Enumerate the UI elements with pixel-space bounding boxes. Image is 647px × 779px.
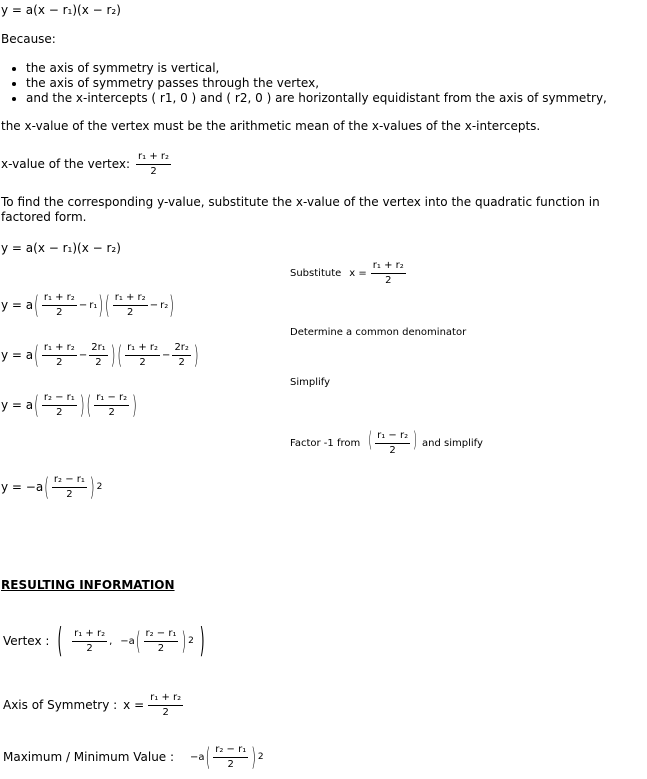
fraction: $\frac{\text{r₁ + r₂}}{2}$ [43, 342, 75, 368]
axis-of-symmetry-result: Axis of Symmetry : x = $\frac{\text{r₁ + r₂}}{2}$ [3, 692, 182, 718]
vertex-x-value [1, 151, 173, 177]
axis-label: Axis of Symmetry : [3, 698, 118, 712]
section-heading: RESULTING INFORMATION [1, 578, 175, 592]
fraction: $\frac{\text{r₁ + r₂}}{2}$ [127, 342, 159, 368]
final-equation: y = −a ( $\frac{\text{r₂ − r₁}}{2}$ ) 2 [1, 472, 103, 502]
substitution-equation: y = a ( $\frac{\text{r₁ + r₂}}{2}$ − r₁ ) ( $\frac{\text{r₁ + r₂}}{2}$ − r₂ ) [1, 290, 174, 320]
simplified-equation: y = a ( $\frac{\text{r₂ − r₁}}{2}$ ) ( $\frac{\text{r₁ − r₂}}{2}$ ) [1, 390, 137, 420]
fraction: $\frac{\text{r₁ + r₂}}{2}$ [43, 292, 75, 318]
step-common-denominator: Determine a common denominator [290, 327, 467, 338]
fraction: $\frac{\text{r₁ − r₂}}{2}$ [377, 430, 409, 456]
fraction: $\frac{\text{r₂ − r₁}}{2}$ [43, 392, 75, 418]
fraction: $\frac{\text{r₁ + r₂}}{2}$ [150, 692, 182, 718]
fraction: $\frac{\text{r₂ − r₁}}{2}$ [215, 744, 247, 770]
fraction: $\frac{\text{2r₁}}{2}$ [91, 342, 106, 368]
reason-item: • the axis of symmetry passes through the vertex, [26, 76, 607, 91]
factored-equation: y = a(x − r₁)(x − r₂) [1, 3, 121, 17]
reason-item: • the axis of symmetry is vertical, [26, 61, 607, 76]
step-substitute: Substitute x = $\frac{\text{r₁ + r₂}}{2}$ [290, 260, 404, 286]
conclusion-text: the x-value of the vertex must be the arithmetic mean of the x-values of the x-intercepts. [1, 119, 541, 133]
fraction: $\frac{\text{r₁ + r₂}}{2}$ [138, 151, 170, 177]
fraction: $\frac{\text{r₂ − r₁}}{2}$ [145, 628, 177, 654]
max-min-label: Maximum / Minimum Value : [3, 750, 175, 764]
reasons-list [0, 61, 607, 106]
fraction: $\frac{\text{r₁ + r₂}}{2}$ [74, 628, 106, 654]
vertex-x-label: x-value of the vertex: [1, 157, 131, 171]
fraction: $\frac{\text{2r₂}}{2}$ [174, 342, 189, 368]
reason-item: • and the x-intercepts ( r1, 0 ) and ( r2, 0 ) are horizontally equidistant from the axis of symmetry, [26, 91, 607, 106]
fraction: $\frac{\text{r₁ − r₂}}{2}$ [96, 392, 128, 418]
fraction: $\frac{\text{r₂ − r₁}}{2}$ [53, 474, 85, 500]
because-label: Because: [1, 32, 56, 46]
step-simplify: Simplify [290, 377, 331, 388]
find-text: To find the corresponding y-value, substitute the x-value of the vertex into the quadratic function in factored form. [1, 195, 600, 224]
vertex-label: Vertex : [3, 634, 50, 648]
fraction: $\frac{\text{r₁ + r₂}}{2}$ [372, 260, 404, 286]
vertex-result: Vertex : ( $\frac{\text{r₁ + r₂}}{2}$ , −a ( $\frac{\text{r₂ − r₁}}{2}$ ) 2 ) [3, 621, 205, 661]
factored-equation-2: y = a(x − r₁)(x − r₂) [1, 241, 121, 255]
max-min-result: Maximum / Minimum Value : −a ( $\frac{\text{r₂ − r₁}}{2}$ ) 2 [3, 742, 264, 772]
step-factor: Factor -1 from ( $\frac{\text{r₁ − r₂}}{2}$ ) and simplify [290, 430, 483, 456]
fraction: $\frac{\text{r₁ + r₂}}{2}$ [114, 292, 146, 318]
common-denominator-equation: y = a ( $\frac{\text{r₁ + r₂}}{2}$ − $\frac{\text{2r₁}}{2}$ ) ( $\frac{\text{r₁ + r₂}}{2}$ − $\frac{\text{2r₂}}{2}$ ) [1, 340, 199, 370]
